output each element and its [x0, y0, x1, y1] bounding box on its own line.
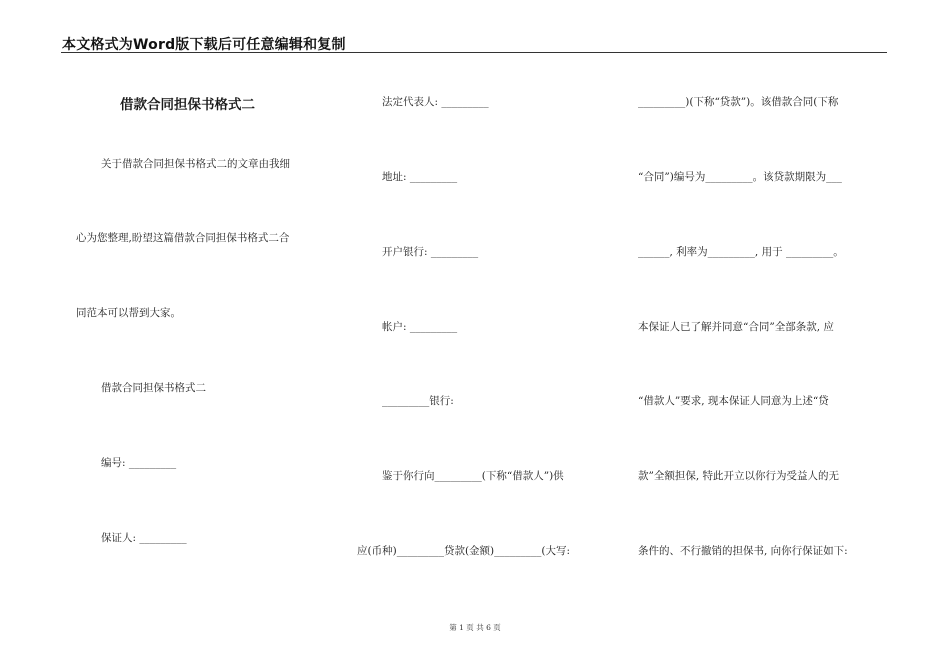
col1-line-3: 同范本可以帮到大家。	[76, 307, 181, 319]
col3-line-5: “借款人”要求, 现本保证人同意为上述“贷	[638, 395, 829, 407]
col3-line-1: _________)(下称“贷款”)。该借款合同(下称	[638, 96, 839, 108]
col1-line-5: 编号: _________	[101, 457, 177, 469]
col3-line-6: 款”全额担保, 特此开立以你行为受益人的无	[638, 470, 840, 482]
col3-line-3: ______, 利率为_________, 用于 _________。	[638, 246, 844, 258]
col2-line-1: 法定代表人: _________	[382, 96, 489, 108]
document-banner: 本文格式为Word版下载后可任意编辑和复制	[62, 37, 346, 53]
col3-line-4: 本保证人已了解并同意“合同”全部条款, 应	[638, 321, 834, 333]
header-divider	[61, 52, 887, 53]
col2-line-5: _________银行:	[382, 395, 454, 407]
col2-line-3: 开户银行: _________	[382, 246, 479, 258]
col1-line-4: 借款合同担保书格式二	[101, 382, 206, 394]
col2-line-6: 鉴于你行向_________(下称“借款人”)供	[382, 470, 564, 482]
col3-line-7: 条件的、不行撤销的担保书, 向你行保证如下:	[638, 545, 848, 557]
col2-line-2: 地址: _________	[382, 171, 458, 183]
col2-line-7: 应(币种)_________贷款(金额)_________(大写:	[357, 545, 571, 557]
col3-line-2: “合同”)编号为_________。该贷款期限为___	[638, 171, 842, 183]
document-title: 借款合同担保书格式二	[120, 97, 255, 113]
page-number: 第 1 页 共 6 页	[449, 623, 501, 632]
col1-line-1: 关于借款合同担保书格式二的文章由我细	[101, 158, 290, 170]
col1-line-6: 保证人: _________	[101, 532, 187, 544]
col2-line-4: 帐户: _________	[382, 321, 458, 333]
col1-line-2: 心为您整理,盼望这篇借款合同担保书格式二合	[76, 232, 290, 244]
